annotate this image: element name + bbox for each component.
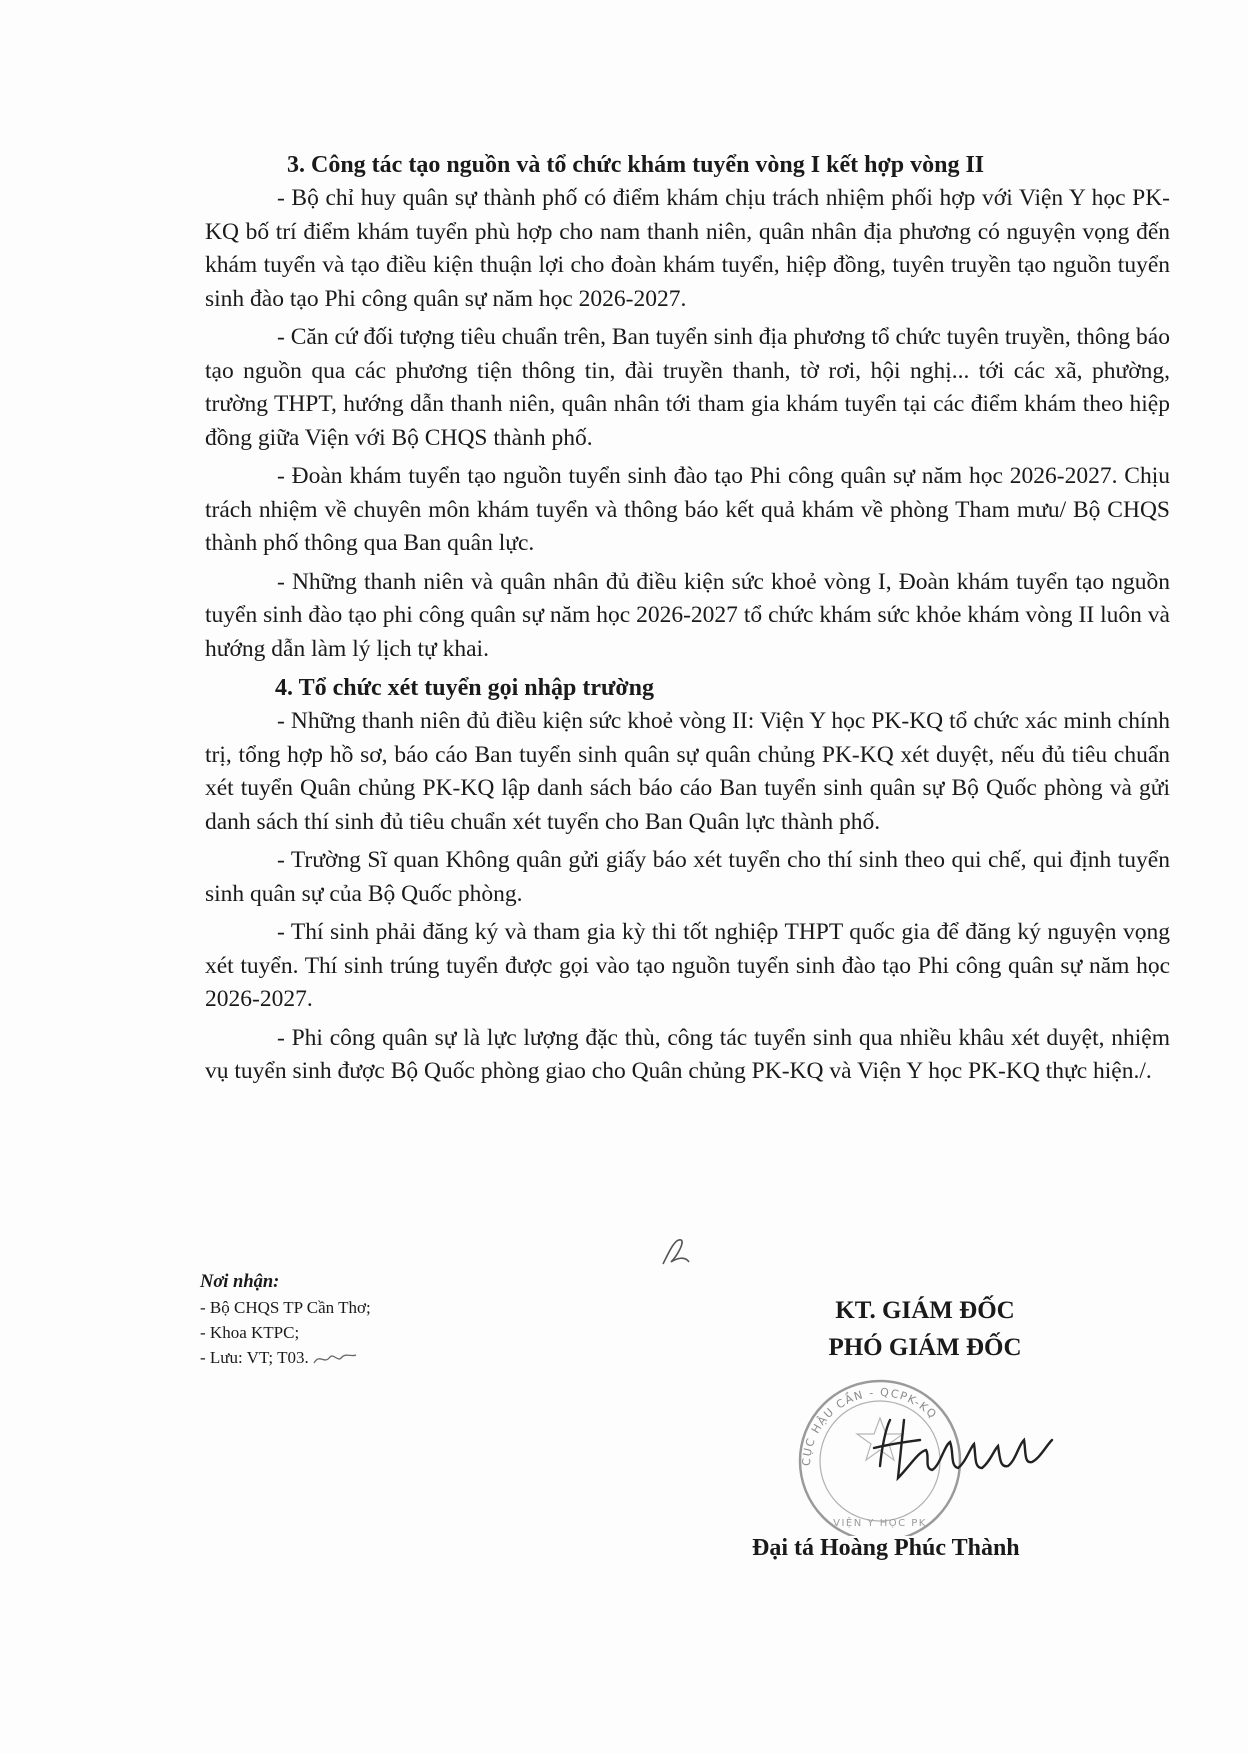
recipients-heading: Nơi nhận: [200, 1272, 280, 1292]
signer-name: Đại tá Hoàng Phúc Thành [752, 1535, 1020, 1561]
section-3-title: 3. Công tác tạo nguồn và tổ chức khám tuyển vòng I kết hợp vòng II [287, 152, 985, 178]
section-4-paragraph: - Những thanh niên đủ điều kiện sức khoẻ vòng II: Viện Y học PK-KQ tổ chức xác minh chính trị, tổng hợp hồ sơ, báo cáo Ban tuyển sinh quân sự quân chủng PK-KQ xét duyệt, nếu đủ tiêu chuẩn xét tuyển Quân chủng PK-KQ lập danh sách báo cáo Ban tuyển sinh quân sự Bộ Quốc phòng và gửi danh sách thí sinh đủ tiêu chuẩn xét tuyển cho Ban Quân lực thành phố. [205, 708, 1170, 835]
section-3-paragraph: - Đoàn khám tuyển tạo nguồn tuyển sinh đào tạo Phi công quân sự năm học 2026-2027. Chịu trách nhiệm về chuyên môn khám tuyển và thông báo kết quả khám về phòng Tham mưu/ Bộ CHQS thành phố thông qua Ban quân lực. [205, 463, 1170, 556]
section-3-paragraph: - Những thanh niên và quân nhân đủ điều kiện sức khoẻ vòng I, Đoàn khám tuyển tạo nguồn tuyển sinh đào tạo phi công quân sự năm học 2026-2027 tổ chức khám sức khỏe khám vòng II luôn và hướng dẫn làm lý lịch tự khai. [205, 568, 1170, 662]
seal-and-signature [760, 1366, 1090, 1536]
svg-text:CỤC HẬU CẦN - QCPK-KQ: CỤC HẬU CẦN - QCPK-KQ [799, 1385, 940, 1467]
recipient-item: - Lưu: VT; T03. [200, 1348, 309, 1367]
handwritten-initial-mark [655, 1232, 695, 1272]
recipient-item: - Bộ CHQS TP Cần Thơ; [200, 1298, 371, 1317]
section-4-paragraph: - Thí sinh phải đăng ký và tham gia kỳ thi tốt nghiệp THPT quốc gia để đăng ký nguyện vọng xét tuyển. Thí sinh trúng tuyển được gọi vào tạo nguồn tuyển sinh đào tạo Phi công quân sự năm học 2026-2027. [205, 919, 1170, 1012]
recipients-block [200, 1270, 371, 1370]
handwritten-initial-mark [312, 1347, 358, 1369]
section-3-paragraph: - Căn cứ đối tượng tiêu chuẩn trên, Ban tuyển sinh địa phương tổ chức tuyên truyền, thông báo tạo nguồn qua các phương tiện thông tin, đài truyền thanh, tờ rơi, hội nghị... tới các xã, phường, trường THPT, hướng dẫn thanh niên, quân nhân tới tham gia khám tuyển tại các điểm khám theo hiệp đồng giữa Viện với Bộ CHQS thành phố. [205, 324, 1170, 451]
svg-text:VIỆN Y HỌC PK: VIỆN Y HỌC PK [833, 1518, 927, 1529]
section-3-paragraph: - Bộ chỉ huy quân sự thành phố có điểm khám chịu trách nhiệm phối hợp với Viện Y học PK-KQ bố trí điểm khám tuyển phù hợp cho nam thanh niên, quân nhân địa phương có nguyện vọng đến khám tuyển và tạo điều kiện thuận lợi cho đoàn khám tuyển, hiệp đồng, tuyên truyền tạo nguồn tuyển sinh đào tạo Phi công quân sự năm học 2026-2027. [205, 185, 1170, 312]
signature-block [760, 1292, 1090, 1536]
recipient-item: - Khoa KTPC; [200, 1323, 300, 1342]
handwritten-signature [860, 1406, 1070, 1496]
section-4-paragraph: - Trường Sĩ quan Không quân gửi giấy báo xét tuyển cho thí sinh theo qui chế, qui định tuyển sinh quân sự của Bộ Quốc phòng. [205, 847, 1170, 907]
section-4-paragraph: - Phi công quân sự là lực lượng đặc thù, công tác tuyển sinh qua nhiều khâu xét duyệt, nhiệm vụ tuyển sinh được Bộ Quốc phòng giao cho Quân chủng PK-KQ và Viện Y học PK-KQ thực hiện./. [205, 1024, 1170, 1084]
signature-title-line-1: KT. GIÁM ĐỐC [835, 1297, 1015, 1324]
section-4-title: 4. Tổ chức xét tuyển gọi nhập trường [275, 675, 655, 701]
signature-title-line-2: PHÓ GIÁM ĐỐC [828, 1334, 1022, 1361]
document-body [205, 148, 1170, 1094]
document-footer [0, 1270, 1248, 1570]
